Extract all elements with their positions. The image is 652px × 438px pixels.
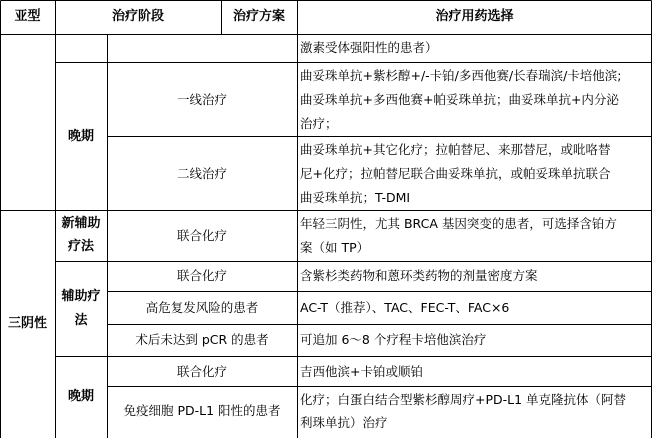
drug-first-line-2: 曲妥珠单抗+多西他赛+帕妥珠单抗；曲妥珠单抗+内分泌	[300, 92, 619, 107]
stage-neoadjuvant-line2: 疗法	[67, 239, 94, 254]
stage-adjuvant-line2: 法	[74, 313, 88, 328]
header-stage: 治疗阶段	[111, 9, 164, 24]
drug-first-line-3: 治疗；	[300, 116, 338, 131]
plan-adjuvant-high-risk: 高危复发风险的患者	[145, 300, 259, 315]
drug-late-combo: 吉西他滨+卡铂或顺铂	[300, 364, 423, 379]
drug-neoadjuvant-1: 年轻三阴性，尤其 BRCA 基因突变的患者，可选择含铂方	[300, 216, 617, 231]
stage-neoadjuvant-line1: 新辅助	[61, 216, 101, 231]
subtype-triple-negative: 三阴性	[7, 316, 47, 331]
drug-second-line-1: 曲妥珠单抗+其它化疗；拉帕替尼、来那替尼，或吡咯替	[300, 142, 611, 157]
drug-neoadjuvant-2: 案（如 TP）	[300, 240, 370, 255]
plan-late-pdl1: 免疫细胞 PD-L1 阳性的患者	[123, 403, 281, 418]
header-drug: 治疗用药选择	[435, 9, 514, 24]
drug-adjuvant-high-risk: AC-T（推荐）、TAC、FEC-T、FAC×6	[300, 300, 510, 315]
plan-adjuvant-combo: 联合化疗	[176, 268, 227, 283]
drug-first-line-1: 曲妥珠单抗+紫杉醇+/-卡铂/多西他赛/长春瑞滨/卡培他滨;	[300, 68, 622, 83]
stage-adjuvant-line1: 辅助疗	[61, 289, 101, 304]
drug-second-line-3: 曲妥珠单抗；T-DMI	[300, 190, 411, 205]
plan-late-combo: 联合化疗	[176, 364, 227, 379]
drug-adjuvant-combo: 含紫杉类药物和蒽环类药物的剂量密度方案	[300, 268, 538, 283]
drug-adjuvant-no-pcr: 可追加 6～8 个疗程卡培他滨治疗	[300, 332, 487, 347]
plan-first-line: 一线治疗	[176, 92, 227, 107]
plan-neoadjuvant: 联合化疗	[176, 228, 227, 243]
drug-cell-hr-positive: 激素受体强阳性的患者）	[300, 40, 438, 55]
plan-adjuvant-no-pcr: 术后未达到 pCR 的患者	[135, 332, 269, 347]
drug-late-pdl1-1: 化疗；白蛋白结合型紫杉醇周疗+PD-L1 单克隆抗体（阿替	[300, 392, 627, 407]
stage-late: 晚期	[67, 129, 94, 144]
drug-late-pdl1-2: 利珠单抗）治疗	[300, 415, 388, 430]
stage-late-tnbc: 晚期	[67, 389, 94, 404]
header-subtype: 亚型	[14, 9, 41, 24]
plan-second-line: 二线治疗	[176, 166, 227, 181]
header-plan: 治疗方案	[232, 9, 285, 24]
drug-second-line-2: 尼+化疗；拉帕替尼联合曲妥珠单抗，或帕妥珠单抗联合	[300, 166, 611, 181]
